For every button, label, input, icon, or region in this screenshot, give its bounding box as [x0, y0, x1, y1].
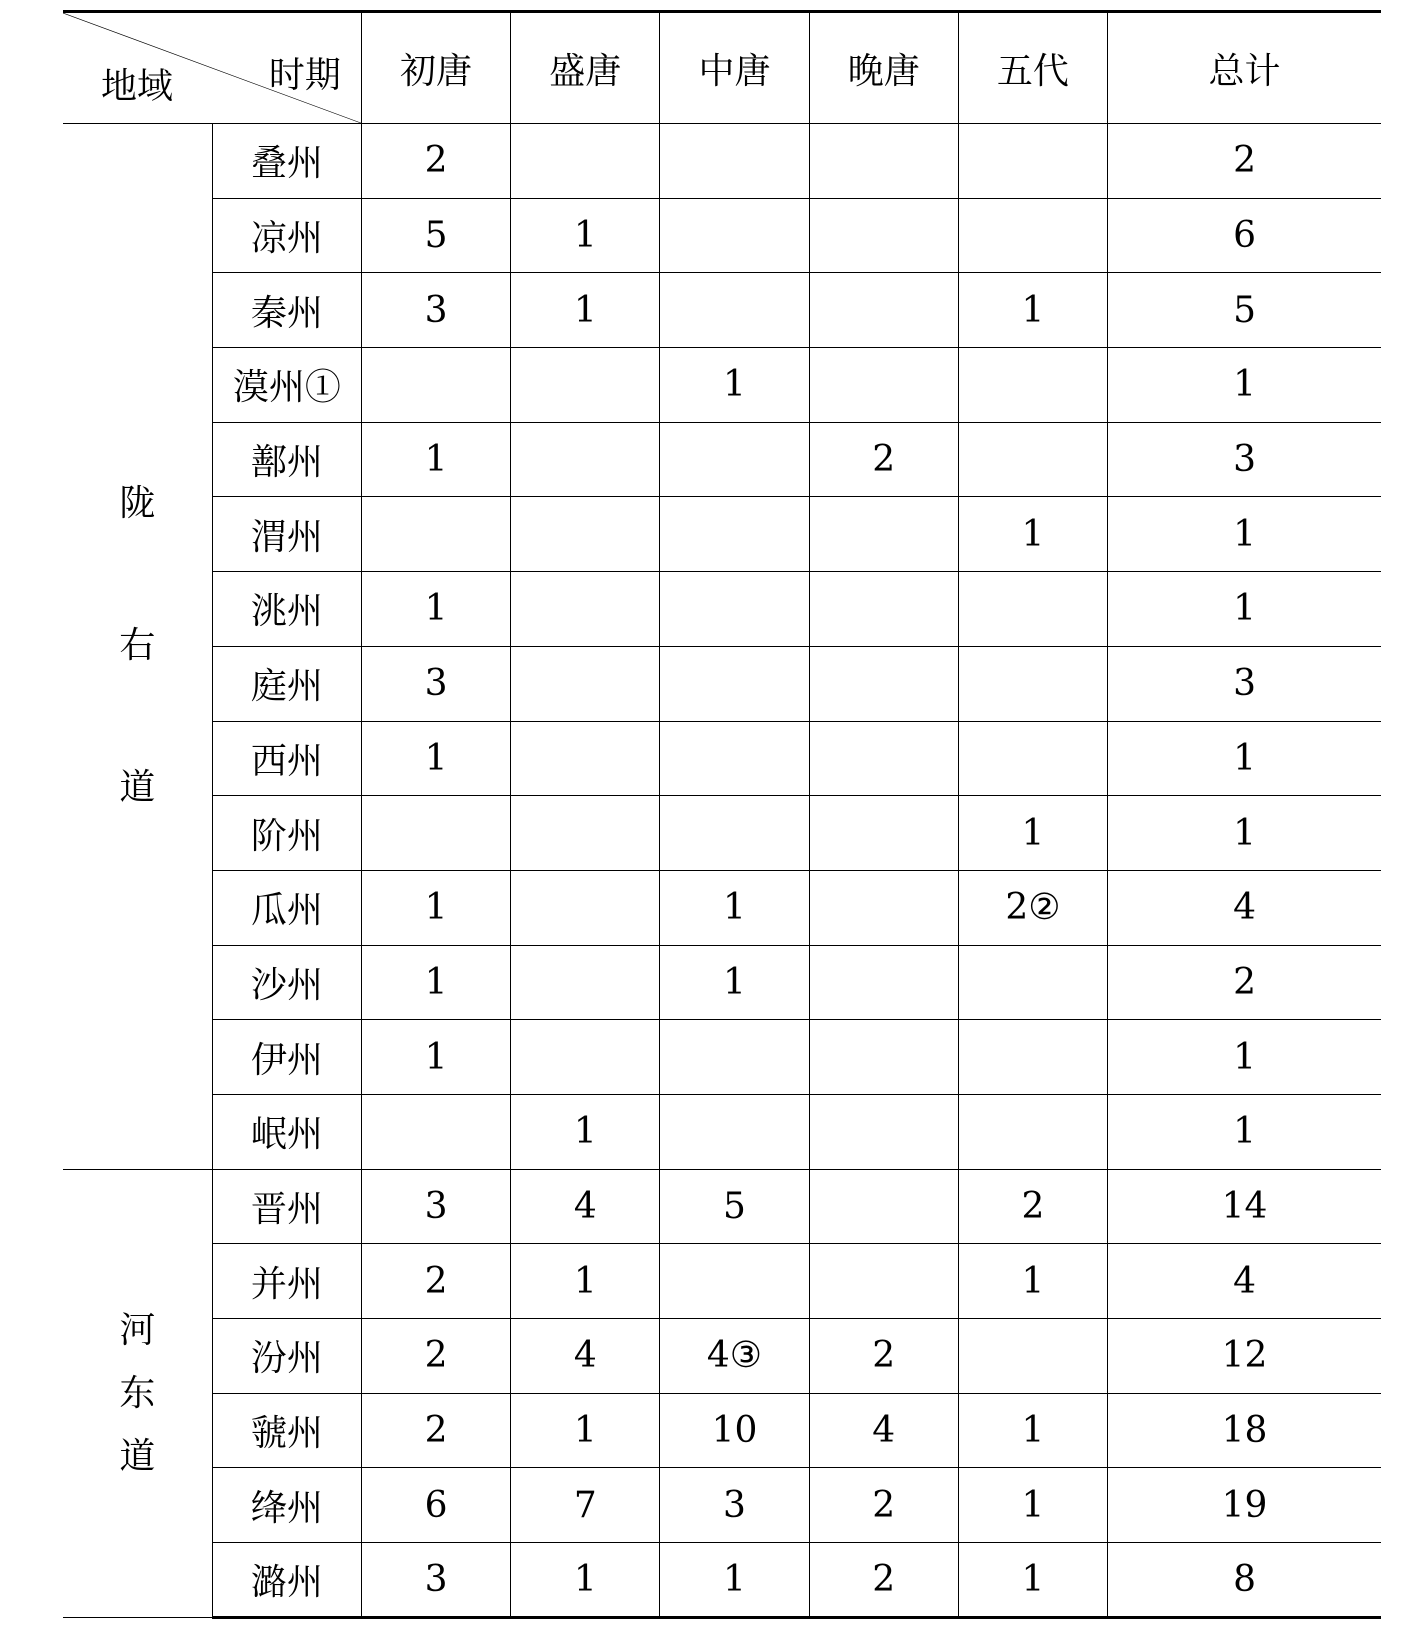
count-cell: 1 [361, 422, 510, 497]
table-row [63, 1169, 1381, 1244]
count-cell [809, 796, 958, 871]
table-row [63, 870, 1381, 945]
prefecture-cell: 叠州 [212, 124, 361, 199]
count-cell [809, 124, 958, 199]
count-cell [511, 124, 660, 199]
count-cell: 1 [361, 1020, 510, 1095]
count-cell: 1 [958, 796, 1107, 871]
count-cell: 1 [958, 1244, 1107, 1319]
count-cell [511, 796, 660, 871]
table-row [63, 1244, 1381, 1319]
count-cell [809, 198, 958, 273]
total-cell: 3 [1108, 422, 1381, 497]
count-cell [958, 1319, 1107, 1394]
count-cell: 3 [361, 1543, 510, 1618]
count-cell: 2 [809, 1319, 958, 1394]
total-cell: 1 [1108, 572, 1381, 647]
prefecture-cell: 虢州 [212, 1393, 361, 1468]
count-cell [809, 273, 958, 348]
count-cell [958, 646, 1107, 721]
total-cell: 14 [1108, 1169, 1381, 1244]
period-header: 晚唐 [809, 12, 958, 124]
count-cell [511, 422, 660, 497]
total-cell: 1 [1108, 721, 1381, 796]
table-row [63, 124, 1381, 199]
total-cell: 4 [1108, 870, 1381, 945]
total-cell: 19 [1108, 1468, 1381, 1543]
total-cell: 6 [1108, 198, 1381, 273]
table-row [63, 497, 1381, 572]
count-cell: 4③ [660, 1319, 809, 1394]
prefecture-cell: 庭州 [212, 646, 361, 721]
prefecture-cell: 渭州 [212, 497, 361, 572]
total-cell: 2 [1108, 945, 1381, 1020]
table-row [63, 1468, 1381, 1543]
period-header: 五代 [958, 12, 1107, 124]
table-row [63, 1094, 1381, 1169]
table-row [63, 721, 1381, 796]
prefecture-cell: 晋州 [212, 1169, 361, 1244]
count-cell: 1 [958, 1543, 1107, 1618]
corner-header-cell [63, 12, 361, 124]
count-cell: 2 [361, 1393, 510, 1468]
count-cell: 1 [511, 1094, 660, 1169]
count-cell [958, 945, 1107, 1020]
total-cell: 8 [1108, 1543, 1381, 1618]
count-cell [958, 348, 1107, 423]
count-cell [809, 497, 958, 572]
count-cell: 4 [809, 1393, 958, 1468]
total-cell: 12 [1108, 1319, 1381, 1394]
table-row [63, 348, 1381, 423]
count-cell: 3 [361, 646, 510, 721]
count-cell: 1 [660, 1543, 809, 1618]
count-cell: 1 [511, 273, 660, 348]
count-cell [660, 422, 809, 497]
count-cell: 1 [958, 273, 1107, 348]
count-cell [809, 870, 958, 945]
count-cell [511, 1020, 660, 1095]
count-cell: 2 [809, 422, 958, 497]
count-cell: 2 [361, 1319, 510, 1394]
count-cell [809, 646, 958, 721]
count-cell: 2 [958, 1169, 1107, 1244]
count-cell: 1 [511, 1543, 660, 1618]
period-header: 中唐 [660, 12, 809, 124]
count-cell [958, 198, 1107, 273]
table-row [63, 646, 1381, 721]
total-cell: 1 [1108, 796, 1381, 871]
prefecture-cell: 阶州 [212, 796, 361, 871]
count-cell [958, 721, 1107, 796]
count-cell [809, 1020, 958, 1095]
prefecture-cell: 岷州 [212, 1094, 361, 1169]
prefecture-cell: 秦州 [212, 273, 361, 348]
count-cell [660, 198, 809, 273]
prefecture-cell: 并州 [212, 1244, 361, 1319]
count-cell [660, 273, 809, 348]
count-cell [511, 646, 660, 721]
count-cell [511, 721, 660, 796]
count-cell: 1 [511, 1244, 660, 1319]
count-cell: 1 [958, 1468, 1107, 1543]
count-cell [660, 796, 809, 871]
prefecture-cell: 汾州 [212, 1319, 361, 1394]
count-cell: 4 [511, 1169, 660, 1244]
count-cell [809, 1244, 958, 1319]
count-cell [809, 1094, 958, 1169]
count-cell: 1 [660, 348, 809, 423]
region-name-char: 道 [119, 767, 156, 809]
count-cell [660, 1094, 809, 1169]
table-row [63, 1319, 1381, 1394]
count-cell [660, 646, 809, 721]
total-cell: 5 [1108, 273, 1381, 348]
prefecture-cell: 瓜州 [212, 870, 361, 945]
prefecture-cell: 绛州 [212, 1468, 361, 1543]
count-cell: 1 [361, 870, 510, 945]
count-cell [511, 572, 660, 647]
total-cell: 1 [1108, 1020, 1381, 1095]
count-cell [958, 124, 1107, 199]
count-cell: 1 [511, 1393, 660, 1468]
prefecture-cell: 凉州 [212, 198, 361, 273]
region-cell [63, 1169, 212, 1617]
count-cell [660, 721, 809, 796]
table-row [63, 945, 1381, 1020]
region-name-char: 右 [119, 625, 156, 667]
count-cell [809, 348, 958, 423]
count-cell: 10 [660, 1393, 809, 1468]
count-cell: 1 [958, 1393, 1107, 1468]
prefecture-cell: 沙州 [212, 945, 361, 1020]
count-cell: 1 [511, 198, 660, 273]
table-row [63, 1543, 1381, 1618]
region-name-char: 道 [119, 1435, 156, 1477]
count-cell [809, 1169, 958, 1244]
header-row [63, 12, 1381, 124]
table-row [63, 422, 1381, 497]
count-cell [660, 1020, 809, 1095]
count-cell [958, 422, 1107, 497]
region-name-char: 河 [119, 1309, 156, 1351]
total-cell: 1 [1108, 497, 1381, 572]
total-cell: 18 [1108, 1393, 1381, 1468]
prefecture-cell: 洮州 [212, 572, 361, 647]
count-cell: 1 [660, 945, 809, 1020]
table-row [63, 572, 1381, 647]
prefecture-cell: 西州 [212, 721, 361, 796]
count-cell: 4 [511, 1319, 660, 1394]
count-cell [511, 870, 660, 945]
period-header: 盛唐 [511, 12, 660, 124]
count-cell [361, 348, 510, 423]
table-row [63, 1020, 1381, 1095]
period-header: 初唐 [361, 12, 510, 124]
count-cell [958, 1094, 1107, 1169]
prefecture-cell: 漠州① [212, 348, 361, 423]
count-cell: 2 [809, 1543, 958, 1618]
region-name-char: 陇 [119, 483, 156, 525]
count-cell: 1 [361, 721, 510, 796]
count-cell: 1 [361, 945, 510, 1020]
count-cell: 5 [361, 198, 510, 273]
count-cell [958, 572, 1107, 647]
statistics-table [63, 10, 1381, 1619]
corner-period-label: 时期 [268, 55, 341, 96]
count-cell: 2 [809, 1468, 958, 1543]
count-cell: 1 [660, 870, 809, 945]
total-header: 总计 [1108, 12, 1381, 124]
total-cell: 3 [1108, 646, 1381, 721]
count-cell: 2 [361, 124, 510, 199]
count-cell [361, 796, 510, 871]
count-cell: 2② [958, 870, 1107, 945]
region-name-char: 东 [119, 1372, 156, 1414]
prefecture-cell: 伊州 [212, 1020, 361, 1095]
count-cell: 3 [660, 1468, 809, 1543]
corner-region-label: 地域 [101, 66, 174, 107]
total-cell: 1 [1108, 1094, 1381, 1169]
count-cell: 1 [958, 497, 1107, 572]
count-cell [361, 497, 510, 572]
table-row [63, 796, 1381, 871]
count-cell: 6 [361, 1468, 510, 1543]
count-cell [511, 497, 660, 572]
count-cell [511, 348, 660, 423]
count-cell: 3 [361, 273, 510, 348]
prefecture-cell: 鄯州 [212, 422, 361, 497]
count-cell [809, 572, 958, 647]
table-row [63, 273, 1381, 348]
count-cell: 7 [511, 1468, 660, 1543]
total-cell: 1 [1108, 348, 1381, 423]
count-cell [660, 124, 809, 199]
count-cell [660, 497, 809, 572]
table-row [63, 198, 1381, 273]
count-cell: 1 [361, 572, 510, 647]
count-cell [361, 1094, 510, 1169]
count-cell [809, 721, 958, 796]
count-cell [660, 572, 809, 647]
count-cell [660, 1244, 809, 1319]
total-cell: 4 [1108, 1244, 1381, 1319]
count-cell [958, 1020, 1107, 1095]
region-cell [63, 124, 212, 1170]
count-cell: 2 [361, 1244, 510, 1319]
count-cell: 3 [361, 1169, 510, 1244]
count-cell: 5 [660, 1169, 809, 1244]
prefecture-cell: 潞州 [212, 1543, 361, 1618]
count-cell [511, 945, 660, 1020]
count-cell [809, 945, 958, 1020]
total-cell: 2 [1108, 124, 1381, 199]
table-row [63, 1393, 1381, 1468]
